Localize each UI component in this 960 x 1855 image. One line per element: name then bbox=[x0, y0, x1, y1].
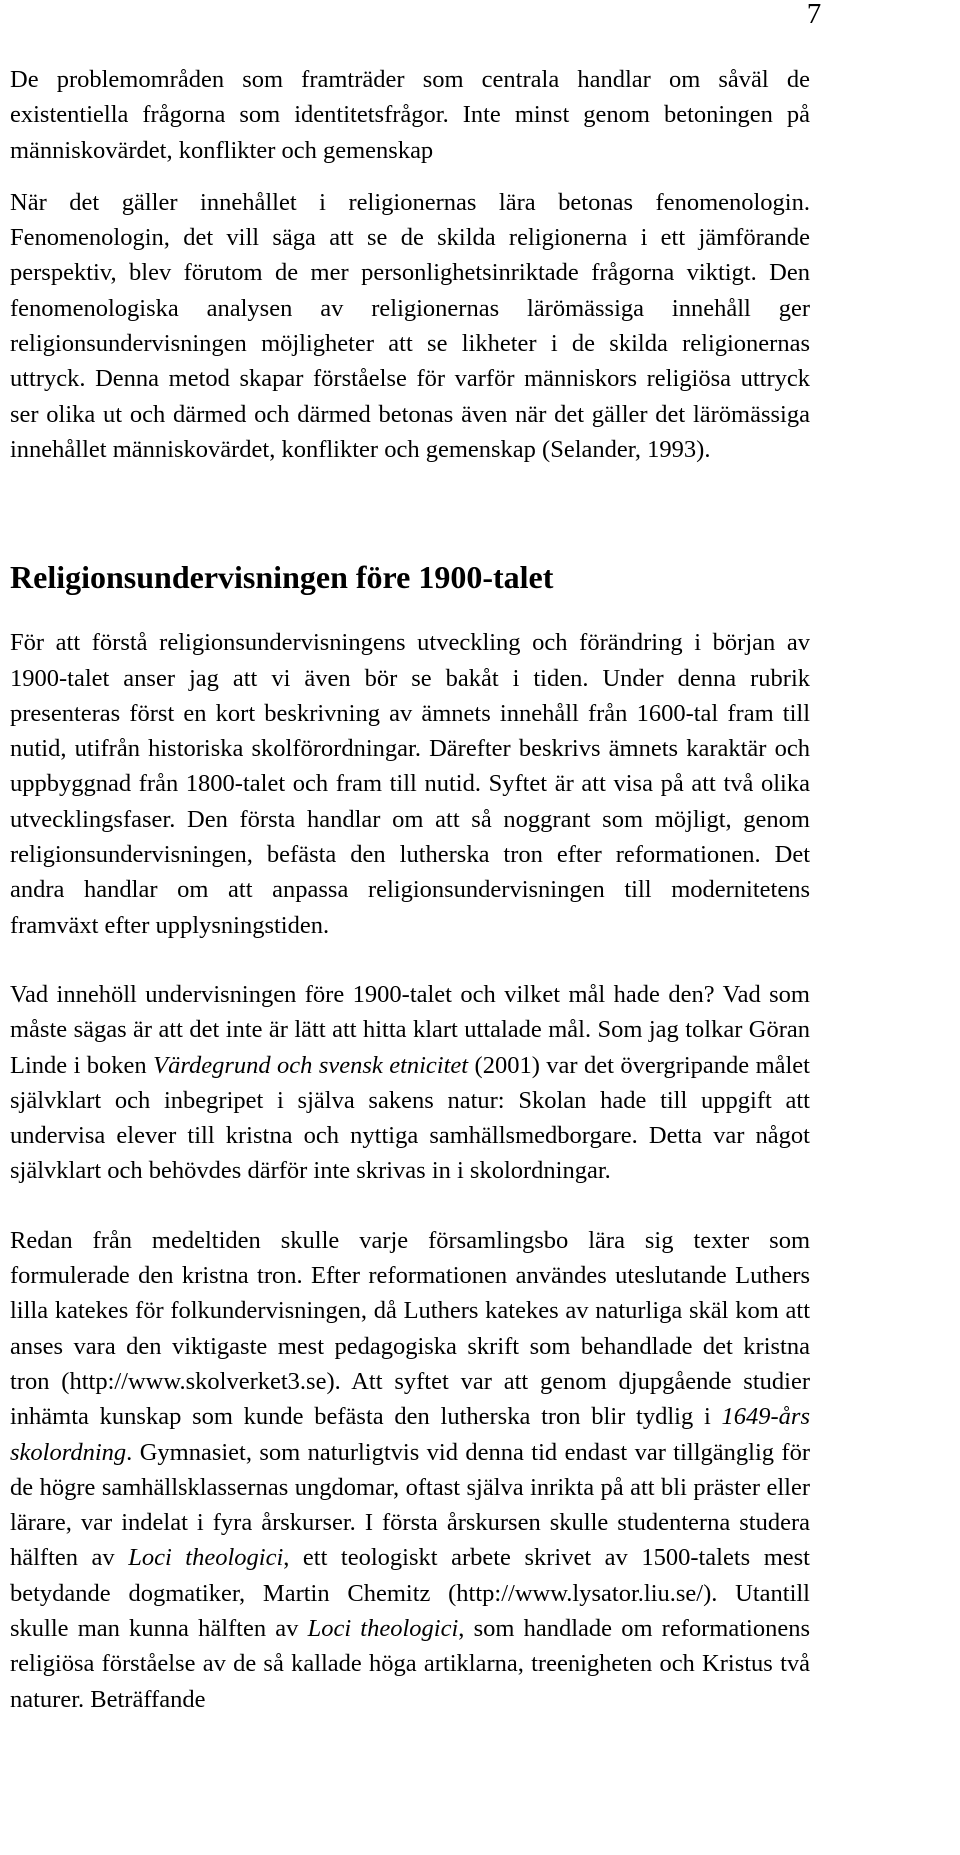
paragraph-fenomenologi: När det gäller innehållet i religionernas lära betonas fenomenologin. Fenomenologin, det vill säga att se de skilda religionerna i ett jämförande perspektiv, blev förutom de mer personlighetsinriktade frågorna viktigt. Den fenomenologiska analysen av religionernas lärömässiga innehåll ger religionsundervisningen möjligheter att se likheter i de skilda religionernas uttryck. Denna metod skapar förståelse för varför människors religiösa uttryck ser olika ut och därmed och därmed betonas även när det gäller det lärömässiga innehållet människovärdet, konflikter och gemenskap (Selander, 1993). bbox=[10, 188, 810, 463]
paragraph-text: , som handlade om reformationens religiösa förståelse av de så kallade höga artiklarna, treenigheten och Kristus två naturer. Beträffande bbox=[10, 1614, 810, 1713]
paragraph-text: Redan från medeltiden skulle varje församlingsbo lära sig texter som formulerade den kristna tron. Efter reformationen användes uteslutande Luthers lilla katekes för folkundervisningen, då Luthers katekes av naturliga skäl kom att anses vara den viktigaste mest pedagogiska skrift som behandlade det kristna tron (http://www.skolverket3.se). Att syftet var att genom djupgående studier inhämta kunskap som kunde befästa den lutherska tron blir tydlig i bbox=[10, 1226, 810, 1431]
page-number: 7 bbox=[806, 0, 822, 30]
work-title-italic: Loci theologici bbox=[128, 1544, 284, 1572]
work-title-italic: Loci theologici bbox=[307, 1614, 459, 1642]
paragraph-text: (2001) var det övergripande målet självklart och inbegripet i själva sakens natur: Skolan hade till uppgift att undervisa elever till kristna och nyttiga samhällsmedborgare. Detta var något självklart och behövdes därför inte skrivas in i skolordningar. bbox=[10, 1051, 810, 1185]
paragraph-text: . Gymnasiet, som naturligtvis vid denna tid endast var tillgänglig för de högre samhällsklassernas ungdomar, oftast själva inrikta på att bli präster eller lärare, var indelat i fyra årskurser. I första årskursen skulle studenterna studera hälften av bbox=[10, 1438, 810, 1572]
document-body bbox=[10, 62, 810, 1717]
paragraph-text: Vad innehöll undervisningen före 1900-talet och vilket mål hade den? Vad som måste sägas är att det inte är lätt att hitta klart uttalade mål. Som jag tolkar Göran Linde i boken bbox=[10, 980, 810, 1079]
book-title-italic: Värdegrund och svensk etnicitet bbox=[153, 1051, 469, 1079]
paragraph-section-1: För att förstå religionsundervisningens utveckling och förändring i början av 1900-talet anser jag att vi även bör se bakåt i tiden. Under denna rubrik presenteras först en kort beskrivning av ämnets innehåll från 1600-tal fram till nutid, utifrån historiska skolförordningar. Därefter beskrivs ämnets karaktär och uppbyggnad från 1800-talet och fram till nutid. Syftet är att visa på att två olika utvecklingsfaser. Den första handlar om att så noggrant som möjligt, genom religionsundervisningen, befästa den lutherska tron efter reformationen. Det andra handlar om att anpassa religionsundervisningen till modernitetens framväxt efter upplysningstiden. bbox=[10, 629, 810, 939]
paragraph-section-2 bbox=[10, 977, 810, 1189]
section-heading: Religionsundervisningen före 1900-talet bbox=[10, 559, 554, 596]
paragraph-text: , ett teologiskt arbete skrivet av 1500-talets mest betydande dogmatiker, Martin Chemitz (http://www.lysator.liu.se/). Utantill skulle man kunna hälften av bbox=[10, 1544, 810, 1642]
paragraph-intro: De problemområden som framträder som centrala handlar om såväl de existentiella frågorna som identitetsfrågor. Inte minst genom betoningen på människovärdet, konflikter och gemenskap bbox=[10, 66, 810, 164]
paragraph-section-3 bbox=[10, 1223, 810, 1717]
ordinance-title-italic: 1649-års skolordning bbox=[10, 1403, 810, 1466]
